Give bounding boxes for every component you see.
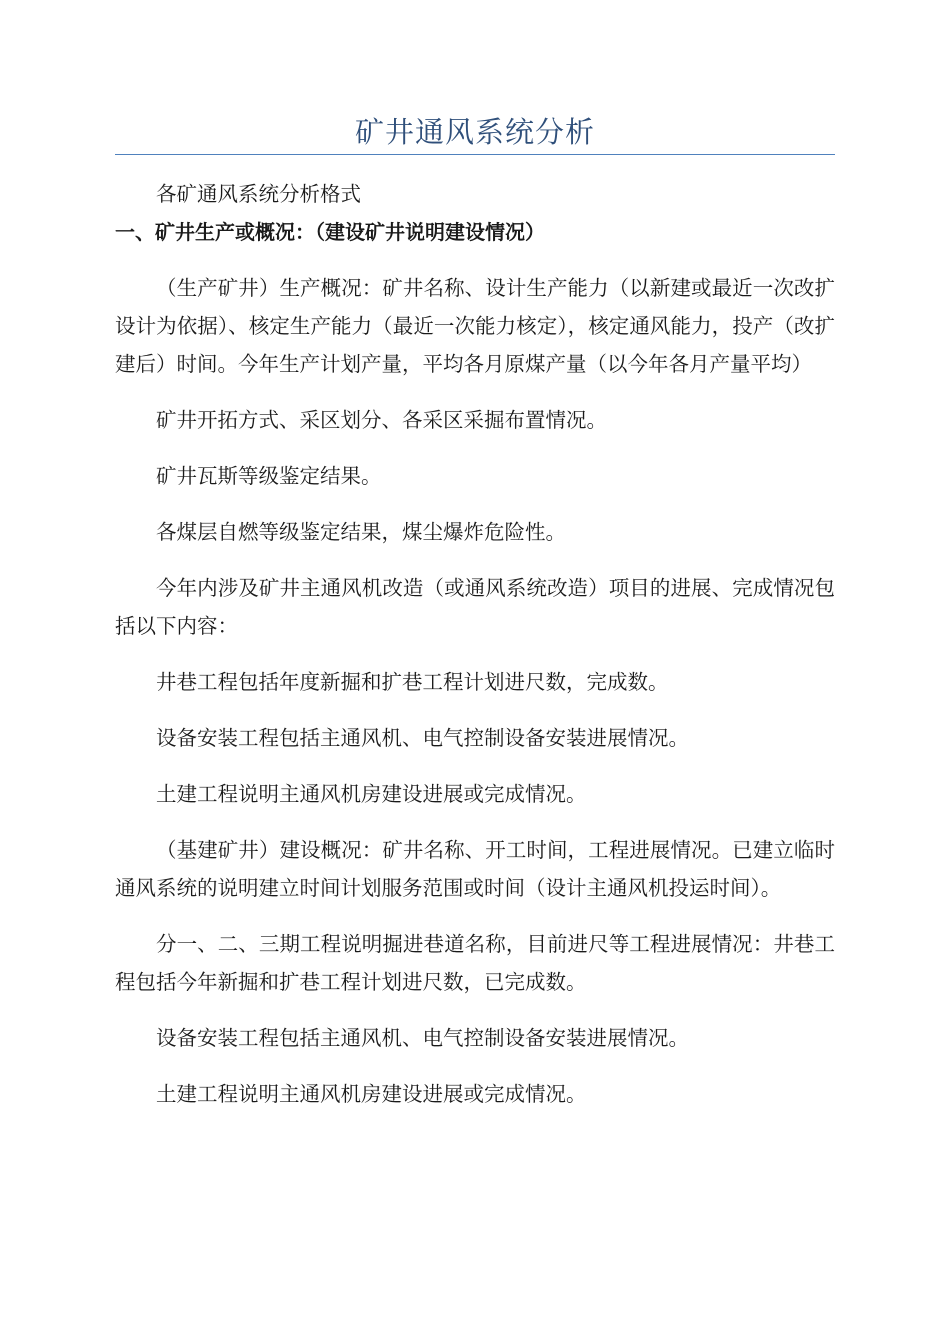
title-underline [115, 154, 835, 155]
paragraph-gas-grade: 矿井瓦斯等级鉴定结果。 [156, 464, 382, 488]
paragraph-phased-works: 分一、二、三期工程说明掘进巷道名称，目前进尺等工程进展情况：井巷工程包括今年新掘和扩巷工程计划进尺数，已完成数。 [115, 932, 835, 994]
paragraph-construction-overview: （基建矿井）建设概况：矿井名称、开工时间，工程进展情况。已建立临时通风系统的说明建立时间计划服务范围或时间（设计主通风机投运时间）。 [115, 838, 835, 900]
document-title: 矿井通风系统分析 [354, 115, 595, 149]
section-heading: 一、矿井生产或概况：（建设矿井说明建设情况） [115, 220, 545, 244]
paragraph-equipment-installation: 设备安装工程包括主通风机、电气控制设备安装进展情况。 [156, 726, 689, 750]
paragraph-fan-renovation: 今年内涉及矿井主通风机改造（或通风系统改造）项目的进展、完成情况包括以下内容： [115, 576, 835, 638]
paragraph-roadway-works: 井巷工程包括年度新掘和扩巷工程计划进尺数，完成数。 [156, 670, 669, 694]
paragraph-production-overview: （生产矿井）生产概况：矿井名称、设计生产能力（以新建或最近一次改扩设计为依据）、核定生产能力（最近一次能力核定），核定通风能力，投产（改扩建后）时间。今年生产计划产量，平均各月原煤产量（以今年各月产量平均） [115, 276, 835, 376]
paragraph-equipment-installation-2: 设备安装工程包括主通风机、电气控制设备安装进展情况。 [156, 1026, 689, 1050]
paragraph-civil-works-2: 土建工程说明主通风机房建设进展或完成情况。 [156, 1082, 587, 1106]
subtitle-paragraph: 各矿通风系统分析格式 [156, 182, 361, 206]
paragraph-spontaneous-combustion: 各煤层自燃等级鉴定结果，煤尘爆炸危险性。 [156, 520, 566, 544]
document-body [115, 175, 835, 1113]
paragraph-civil-works: 土建工程说明主通风机房建设进展或完成情况。 [156, 782, 587, 806]
paragraph-development-layout: 矿井开拓方式、采区划分、各采区采掘布置情况。 [156, 408, 607, 432]
